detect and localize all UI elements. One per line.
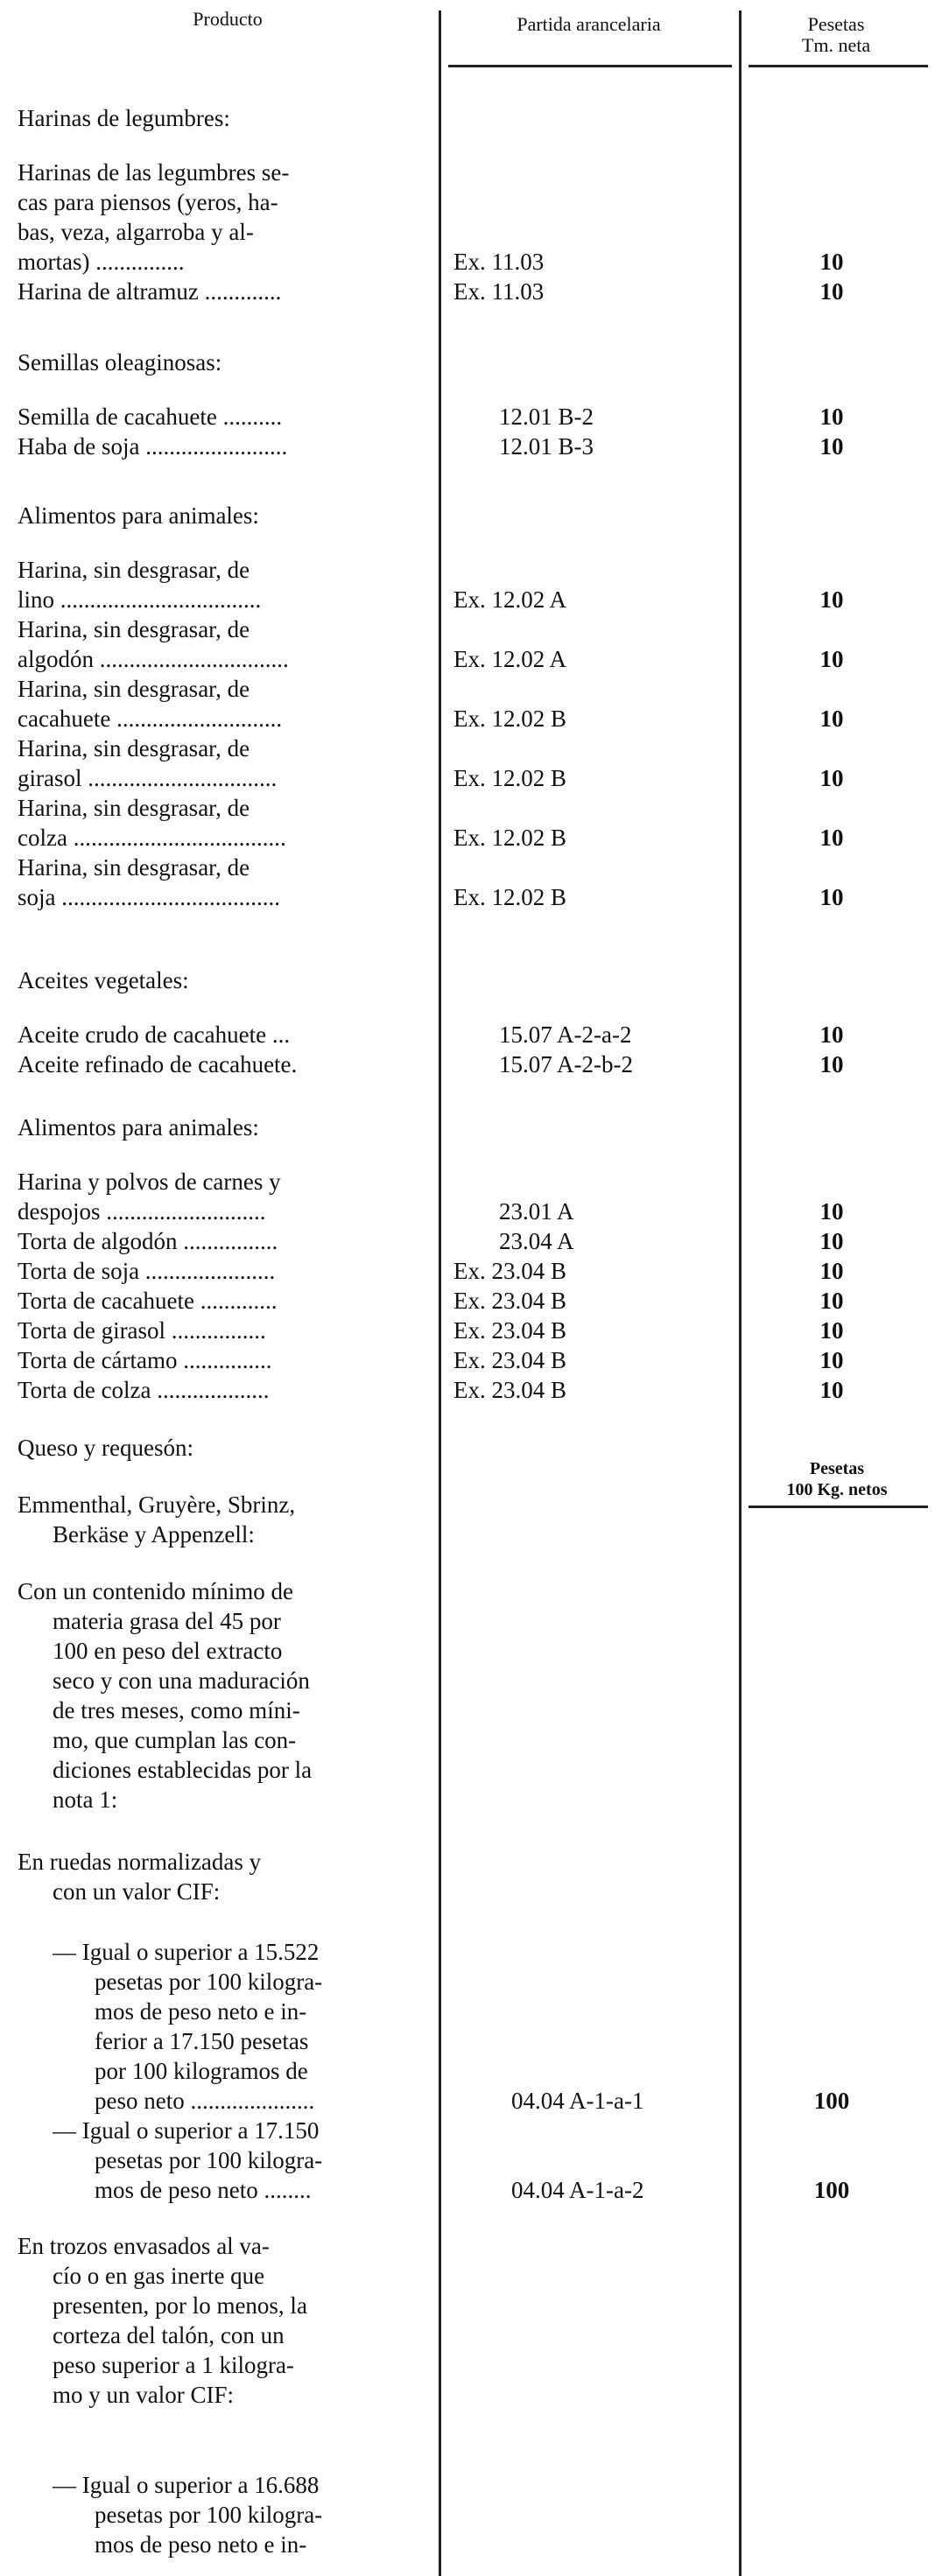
product-description <box>18 1375 436 1405</box>
text-line: Semilla de cacahuete .......... <box>18 404 283 430</box>
text-line: ferior a 17.150 pesetas <box>95 2028 309 2054</box>
header-rule-pesetas <box>749 65 928 67</box>
text-line: Harina y polvos de carnes y <box>18 1169 281 1195</box>
text-line: mos de peso neto ........ <box>95 2177 312 2203</box>
partida-value: Ex. 23.04 B <box>453 1347 567 1373</box>
trozos-block <box>18 2231 436 2410</box>
product-description <box>18 402 436 432</box>
text-line: Torta de algodón ................ <box>18 1228 278 1254</box>
partida-value: Ex. 12.02 B <box>453 705 567 732</box>
text-line: Torta de colza ................... <box>18 1377 270 1403</box>
header-producto: Producto <box>193 8 263 30</box>
header-pesetas-line1: Pesetas <box>807 13 865 35</box>
subheader-rule <box>749 1506 928 1508</box>
text-line: En ruedas normalizadas y <box>18 1849 262 1875</box>
partida-value: Ex. 11.03 <box>453 249 545 275</box>
product-description <box>18 853 436 912</box>
partida-value: Ex. 12.02 B <box>453 825 567 851</box>
text-line: lino .................................. <box>18 586 262 613</box>
pesetas-value: 10 <box>819 1347 844 1373</box>
text-line: Torta de girasol ................ <box>18 1317 266 1344</box>
subheader-line2: 100 Kg. netos <box>786 1480 888 1499</box>
text-line: presenten, por lo menos, la <box>53 2292 307 2319</box>
text-line: Harina de altramuz ............. <box>18 278 282 305</box>
pesetas-value: 10 <box>819 249 844 275</box>
text-line: cío o en gas inerte que <box>53 2263 265 2289</box>
partida-value: 04.04 A-1-a-1 <box>511 2088 644 2114</box>
pesetas-value: 10 <box>819 765 844 791</box>
text-line: Harina, sin desgrasar, de <box>18 735 250 762</box>
text-line: Haba de soja ........................ <box>18 433 288 460</box>
pesetas-value: 100 <box>813 2177 850 2203</box>
text-line: Emmenthal, Gruyère, Sbrinz, <box>18 1492 296 1518</box>
pesetas-value: 10 <box>819 884 844 910</box>
text-line: colza .................................... <box>18 825 286 851</box>
text-line: soja ..................................... <box>18 884 280 910</box>
condition-block <box>18 1576 436 1814</box>
pesetas-value: 10 <box>819 1021 844 1048</box>
pesetas-value: 10 <box>819 1258 844 1284</box>
pesetas-value: 10 <box>819 1051 844 1077</box>
product-description <box>18 674 436 733</box>
text-line: cacahuete ............................ <box>18 705 283 732</box>
text-line: mos de peso neto e in- <box>95 2531 307 2558</box>
product-description <box>18 1316 436 1345</box>
section-title: Aceites vegetales: <box>18 967 189 993</box>
text-line: Harina, sin desgrasar, de <box>18 795 250 821</box>
pesetas-value: 10 <box>819 1228 844 1254</box>
text-line: mos de peso neto e in- <box>95 1998 307 2025</box>
section-title: Alimentos para animales: <box>18 1114 259 1141</box>
text-line: Harina, sin desgrasar, de <box>18 854 250 881</box>
partida-value: 23.01 A <box>499 1198 574 1225</box>
subheader-pesetas-100kg <box>749 1458 924 1500</box>
ruedas-item-1 <box>18 1937 436 2116</box>
text-line: mo, que cumplan las con- <box>53 1727 297 1753</box>
text-line: seco y con una maduración <box>53 1667 310 1694</box>
text-line: pesetas por 100 kilogra- <box>95 2502 323 2528</box>
text-line: 100 en peso del extracto <box>53 1638 283 1664</box>
text-line: Torta de cacahuete ............. <box>18 1288 278 1314</box>
partida-value: 12.01 B-2 <box>499 404 594 430</box>
pesetas-value: 10 <box>819 825 844 851</box>
text-line: Harinas de las legumbres se- <box>18 159 290 186</box>
product-description <box>18 277 436 306</box>
text-line: despojos ........................... <box>18 1198 266 1225</box>
product-description <box>18 733 436 793</box>
text-line: mortas) ............... <box>18 249 185 275</box>
partida-value: Ex. 23.04 B <box>453 1377 567 1403</box>
pesetas-value: 10 <box>819 705 844 732</box>
partida-value: Ex. 12.02 A <box>453 586 567 613</box>
header-rule-partida <box>448 65 732 67</box>
partida-value: Ex. 23.04 B <box>453 1288 567 1314</box>
product-description <box>18 1049 436 1079</box>
text-line: de tres meses, como míni- <box>53 1697 300 1723</box>
partida-value: 15.07 A-2-a-2 <box>499 1021 632 1048</box>
text-line: girasol ................................ <box>18 765 278 791</box>
text-line: corteza del talón, con un <box>53 2322 285 2348</box>
pesetas-value: 10 <box>819 1288 844 1314</box>
text-line: materia grasa del 45 por <box>53 1608 281 1634</box>
text-line: Torta de cártamo ............... <box>18 1347 272 1373</box>
pesetas-value: 100 <box>813 2088 850 2114</box>
text-line: diciones establecidas por la <box>53 1757 313 1783</box>
text-line: con un valor CIF: <box>53 1878 221 1905</box>
text-line: peso superior a 1 kilogra- <box>53 2352 294 2378</box>
section-title: Semillas oleaginosas: <box>18 349 222 376</box>
header-pesetas <box>753 14 919 56</box>
header-partida: Partida arancelaria <box>517 13 661 35</box>
text-line: Harina, sin desgrasar, de <box>18 676 250 702</box>
partida-value: Ex. 12.02 B <box>453 884 567 910</box>
pesetas-value: 10 <box>819 586 844 613</box>
partida-value: 23.04 A <box>499 1228 574 1254</box>
pesetas-value: 10 <box>819 433 844 460</box>
text-line: Con un contenido mínimo de <box>18 1578 293 1604</box>
column-divider-1 <box>439 11 441 2576</box>
partida-value: 12.01 B-3 <box>499 433 594 460</box>
text-line: por 100 kilogramos de <box>95 2058 308 2084</box>
text-line: Torta de soja ...................... <box>18 1258 276 1284</box>
subheader-line1: Pesetas <box>809 1459 865 1478</box>
text-line: pesetas por 100 kilogra- <box>95 1969 323 1995</box>
ruedas-block <box>18 1847 436 1906</box>
pesetas-value: 10 <box>819 646 844 672</box>
product-description <box>18 793 436 853</box>
text-line: — Igual o superior a 17.150 <box>53 2117 320 2144</box>
section-title: Harinas de legumbres: <box>18 105 230 131</box>
product-description <box>18 1226 436 1256</box>
product-description <box>18 1167 436 1226</box>
product-description <box>18 1286 436 1316</box>
product-description <box>18 1020 436 1049</box>
text-line: Berkäse y Appenzell: <box>53 1521 255 1548</box>
column-divider-2 <box>739 11 742 2576</box>
text-line: algodón ................................ <box>18 646 289 672</box>
partida-value: Ex. 12.02 A <box>453 646 567 672</box>
partida-value: Ex. 11.03 <box>453 278 545 305</box>
partida-value: Ex. 23.04 B <box>453 1258 567 1284</box>
text-line: En trozos envasados al va- <box>18 2233 270 2259</box>
pesetas-value: 10 <box>819 278 844 305</box>
product-description <box>18 555 436 614</box>
text-line: — Igual o superior a 16.688 <box>53 2472 320 2498</box>
product-description <box>18 614 436 674</box>
text-line: Harina, sin desgrasar, de <box>18 616 250 642</box>
header-pesetas-line2: Tm. neta <box>801 34 871 56</box>
section-title: Alimentos para animales: <box>18 502 259 529</box>
text-line: Harina, sin desgrasar, de <box>18 557 250 583</box>
varieties-block <box>18 1490 436 1549</box>
text-line: Aceite refinado de cacahuete. <box>18 1051 298 1077</box>
pesetas-value: 10 <box>819 1377 844 1403</box>
text-line: bas, veza, algarroba y al- <box>18 219 254 245</box>
partida-value: 15.07 A-2-b-2 <box>499 1051 633 1077</box>
partida-value: Ex. 12.02 B <box>453 765 567 791</box>
trozos-item <box>18 2470 436 2559</box>
section-title-queso: Queso y requesón: <box>18 1435 193 1461</box>
text-line: cas para piensos (yeros, ha- <box>18 189 278 215</box>
product-description <box>18 1345 436 1375</box>
text-line: pesetas por 100 kilogra- <box>95 2147 323 2173</box>
text-line: mo y un valor CIF: <box>53 2382 234 2408</box>
product-description <box>18 1256 436 1286</box>
product-description <box>18 432 436 461</box>
pesetas-value: 10 <box>819 404 844 430</box>
partida-value: 04.04 A-1-a-2 <box>511 2177 644 2203</box>
text-line: Aceite crudo de cacahuete ... <box>18 1021 291 1048</box>
ruedas-item-2 <box>18 2116 436 2205</box>
pesetas-value: 10 <box>819 1198 844 1225</box>
product-description <box>18 158 436 277</box>
text-line: — Igual o superior a 15.522 <box>53 1939 320 1965</box>
pesetas-value: 10 <box>819 1317 844 1344</box>
text-line: nota 1: <box>53 1786 118 1813</box>
text-line: peso neto ..................... <box>95 2088 315 2114</box>
partida-value: Ex. 23.04 B <box>453 1317 567 1344</box>
